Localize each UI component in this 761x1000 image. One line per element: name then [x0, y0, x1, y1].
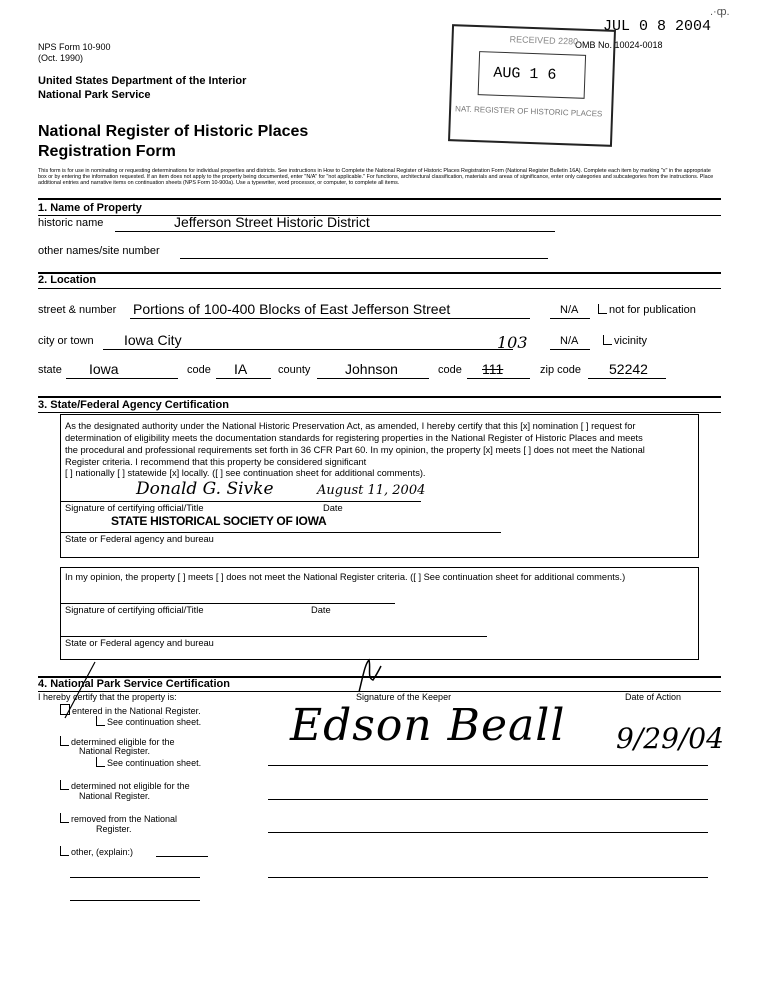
- vicinity-label: vicinity: [614, 335, 648, 347]
- form-subtitle: Registration Form: [38, 143, 176, 160]
- other-date-label: Date: [311, 605, 331, 615]
- section-1-heading: 1. Name of Property: [38, 202, 142, 214]
- street-label: street & number: [38, 304, 117, 316]
- omb-number: OMB No. 10024-0018: [575, 40, 663, 50]
- county-code-label: code: [438, 364, 462, 376]
- not-for-publication[interactable]: [598, 304, 696, 316]
- state-signature-label: Signature of certifying official/Title: [65, 503, 204, 513]
- department: United States Department of the Interior: [38, 75, 247, 87]
- section-1-top-rule: [38, 198, 721, 200]
- see-cont-2-label: See continuation sheet.: [107, 758, 202, 768]
- street-line: [130, 318, 530, 319]
- opinion-text: In my opinion, the property [ ] meets [ ] does not meet the National Register criteria. ([ ] See continuation sheet for additional comments.): [65, 572, 626, 582]
- state-code-line: [216, 378, 271, 379]
- see-cont-1-label: See continuation sheet.: [107, 717, 202, 727]
- aug-date-stamp: AUG 1 6: [493, 64, 557, 84]
- other-explain-line[interactable]: [156, 856, 208, 857]
- aug-date-box: [478, 51, 586, 99]
- received-stamp-text: RECEIVED 2280: [509, 34, 579, 47]
- other-label: other, (explain:): [71, 847, 134, 857]
- not-eligible-label: determined not eligible for the: [71, 781, 190, 791]
- county-line: [317, 378, 429, 379]
- section-2-top-rule: [38, 272, 721, 274]
- zip-label: zip code: [540, 364, 581, 376]
- eligible-label-2: National Register.: [79, 746, 151, 756]
- state-official-signature: Donald G. Sivke: [136, 479, 274, 499]
- instructions-line-1: This form is for use in nominating or requesting determinations for individual properties and districts. See instructions in How to Complete the National Register of Historic Places Registration Form (National Register Bulletin 16A). Complete each item by marking "x" in the appropriate: [38, 168, 711, 174]
- state-certification-box: [60, 414, 699, 558]
- cert-para-5: [ ] nationally [ ] statewide [x] locally. ([ ] see continuation sheet for additional comments).: [65, 468, 426, 478]
- other-signature-label: Signature of certifying official/Title: [65, 605, 204, 615]
- state-code-label: code: [187, 364, 211, 376]
- received-date-stamp: JUL 0 8 2004: [603, 18, 712, 35]
- keeper-line-1[interactable]: [268, 765, 708, 766]
- cert-para-3: the procedural and professional requirements set forth in 36 CFR Part 60. In my opinion, the property [x] meets [ ] does not meet the National: [65, 445, 645, 455]
- other-explain-line-2[interactable]: [70, 877, 200, 878]
- state-line: [66, 378, 178, 379]
- not-for-pub-checkbox[interactable]: [598, 304, 607, 314]
- cert-para-2: determination of eligibility meets the documentation standards for registering properties in the National Register of Historic Places and meets: [65, 433, 643, 443]
- other-agency-line[interactable]: [61, 636, 487, 637]
- form-title: National Register of Historic Places: [38, 123, 309, 140]
- removed-label: removed from the National: [71, 814, 178, 824]
- historic-name-line: [115, 231, 555, 232]
- zip-line: [588, 378, 666, 379]
- see-cont-1[interactable]: [96, 716, 201, 727]
- form-number: NPS Form 10-900: [38, 42, 111, 52]
- na-1-line: [550, 318, 590, 319]
- keeper-line-4[interactable]: [268, 877, 708, 878]
- state-agency-label: State or Federal agency and bureau: [65, 534, 214, 544]
- form-date: (Oct. 1990): [38, 53, 84, 63]
- county-label: county: [278, 364, 311, 376]
- county-code-line: [467, 378, 530, 379]
- not-eligible-label-2: National Register.: [79, 791, 151, 801]
- other-checkbox[interactable]: [60, 846, 69, 856]
- option-removed[interactable]: [60, 813, 177, 824]
- state-signature-date: August 11, 2004: [317, 483, 426, 498]
- removed-label-2: Register.: [96, 824, 132, 834]
- other-explain-line-3[interactable]: [70, 900, 200, 901]
- na-1: N/A: [560, 304, 579, 316]
- county-code-correction: 103: [497, 333, 528, 352]
- keeper-line-2[interactable]: [268, 799, 708, 800]
- other-names-label: other names/site number: [38, 245, 160, 257]
- section-3-heading: 3. State/Federal Agency Certification: [38, 399, 229, 411]
- historic-name-value[interactable]: Jefferson Street Historic District: [174, 214, 370, 230]
- other-agency-label: State or Federal agency and bureau: [65, 638, 214, 648]
- vicinity[interactable]: [603, 335, 647, 347]
- other-certification-box: [60, 567, 699, 660]
- eligible-checkbox[interactable]: [60, 736, 69, 746]
- section-2-heading: 2. Location: [38, 274, 97, 286]
- state-code-value[interactable]: IA: [234, 361, 248, 377]
- zip-value[interactable]: 52242: [609, 361, 648, 377]
- instructions-line-2: box or by entering the information requested. If an item does not apply to the property being documented, enter "N/A" for "not applicable." For functions, architectural classification, materials and areas of significance, enter only categories and subcategories from the instructions. Place: [38, 174, 714, 180]
- na-2-line: [550, 349, 590, 350]
- cert-para-1: As the designated authority under the National Historic Preservation Act, as amended, I hereby certify that this [x] nomination [ ] request for: [65, 421, 636, 431]
- removed-checkbox[interactable]: [60, 813, 69, 823]
- keeper-line-3[interactable]: [268, 832, 708, 833]
- city-line: [103, 349, 513, 350]
- not-eligible-checkbox[interactable]: [60, 780, 69, 790]
- section-3-rule: [38, 412, 721, 413]
- county-code-value[interactable]: 111: [482, 361, 504, 377]
- state-value[interactable]: Iowa: [89, 361, 119, 377]
- keeper-label: Signature of the Keeper: [356, 692, 452, 702]
- certify-text: I hereby certify that the property is:: [38, 692, 177, 702]
- pen-slash-mark: [60, 660, 100, 720]
- register-stamp-text: NAT. REGISTER OF HISTORIC PLACES: [454, 104, 603, 119]
- city-label: city or town: [38, 335, 94, 347]
- keeper-signature: Edson Beall: [290, 700, 566, 751]
- vicinity-checkbox[interactable]: [603, 335, 612, 345]
- option-other[interactable]: [60, 846, 133, 857]
- cert-para-4: Register criteria. I recommend that this property be considered significant: [65, 457, 367, 467]
- state-agency-stamp: STATE HISTORICAL SOCIETY OF IOWA: [111, 514, 327, 528]
- county-value[interactable]: Johnson: [345, 361, 398, 377]
- keeper-initials-mark: [355, 656, 385, 696]
- street-value[interactable]: Portions of 100-400 Blocks of East Jefferson Street: [133, 301, 451, 317]
- not-for-pub-label: not for publication: [609, 304, 696, 316]
- instructions-line-3: additional entries and narrative items on continuation sheets (NPS Form 10-900a). Use a typewriter, word processor, or computer, to complete all items.: [38, 180, 400, 186]
- section-1-rule: [38, 215, 721, 216]
- see-cont-2[interactable]: [96, 757, 201, 768]
- see-cont-2-checkbox[interactable]: [96, 757, 105, 767]
- state-signature-line: [61, 501, 421, 502]
- historic-name-label: historic name: [38, 217, 104, 229]
- other-names-field[interactable]: [180, 258, 548, 259]
- section-2-rule: [38, 288, 721, 289]
- other-signature-line[interactable]: [61, 603, 395, 604]
- state-date-label: Date: [323, 503, 343, 513]
- state-agency-line: [61, 532, 501, 533]
- option-not-eligible[interactable]: [60, 780, 190, 791]
- entered-label: entered in the National Register.: [72, 706, 201, 716]
- section-3-top-rule: [38, 396, 721, 398]
- na-2: N/A: [560, 335, 579, 347]
- state-label: state: [38, 364, 62, 376]
- city-value[interactable]: Iowa City: [124, 332, 182, 348]
- service: National Park Service: [38, 89, 151, 101]
- action-date-label: Date of Action: [625, 692, 682, 702]
- action-date: 9/29/04: [616, 722, 724, 755]
- section-4-heading: 4. National Park Service Certification: [38, 678, 230, 690]
- received-stamp: [448, 24, 616, 147]
- corner-mark: .·ȹ.: [710, 6, 730, 18]
- eligible-label: determined eligible for the: [71, 737, 175, 747]
